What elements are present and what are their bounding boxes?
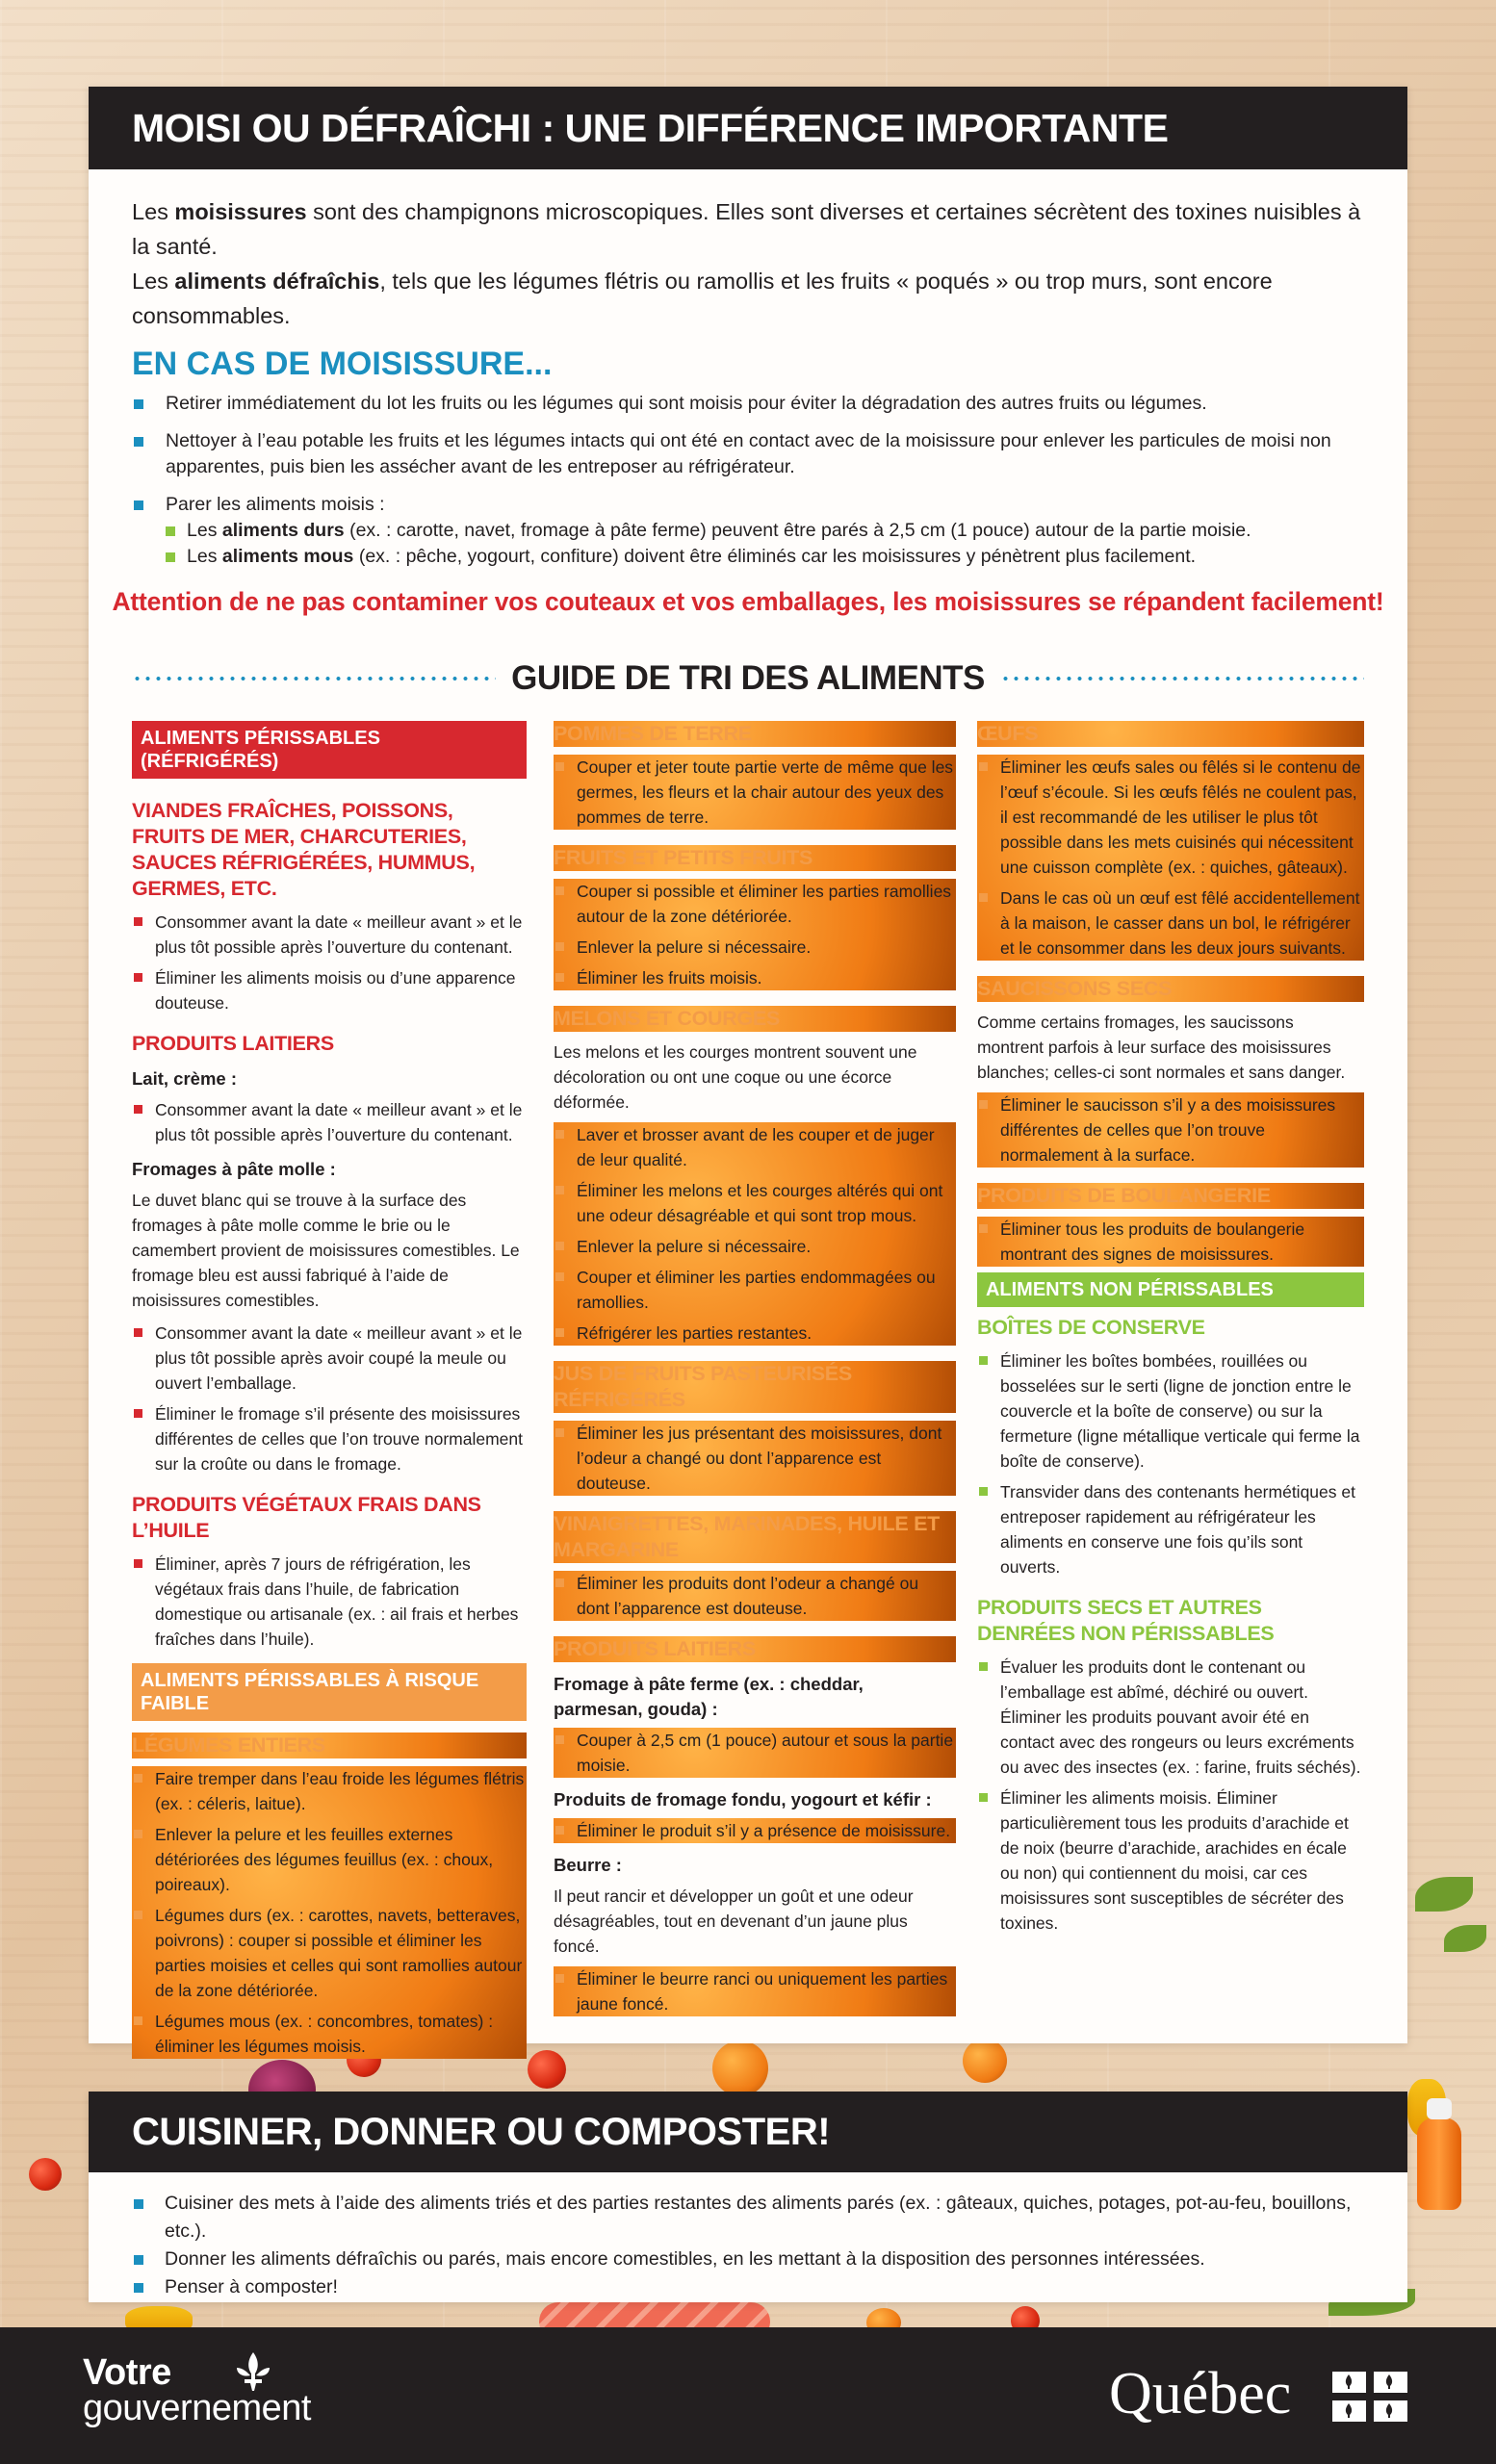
leaf-decoration bbox=[1444, 1925, 1486, 1952]
section-heading: PRODUITS SECS ET AUTRES DENRÉES NON PÉRISSABLES bbox=[976, 1596, 1275, 1645]
list-item: Couper et éliminer les parties endommagées ou ramollies. bbox=[554, 1265, 956, 1315]
section-list bbox=[977, 1092, 1364, 1168]
section-heading: PRODUITS LAITIERS bbox=[132, 1032, 334, 1055]
dotted-divider bbox=[132, 677, 496, 680]
category-tag-low-risk: ALIMENTS PÉRISSABLES À RISQUE FAIBLE bbox=[132, 1663, 527, 1721]
list-item: Donner les aliments défraîchis ou parés, mais encore comestibles, en les mettant à la disposition des personnes intéressées. bbox=[132, 2246, 1364, 2273]
guide-title bbox=[89, 659, 1407, 698]
tips-list bbox=[89, 2172, 1407, 2301]
list-item: Couper à 2,5 cm (1 pouce) autour et sous la partie moisie. bbox=[554, 1728, 956, 1778]
list-item: Éliminer le beurre ranci ou uniquement les parties jaune foncé. bbox=[554, 1966, 956, 2016]
section-list bbox=[132, 1552, 527, 1652]
guide-columns bbox=[89, 698, 1407, 2065]
list-item: Éliminer, après 7 jours de réfrigération, les végétaux frais dans l’huile, de fabrication domestique ou artisanale (ex. : ail frais et herbes fraîches dans l’huile). bbox=[132, 1552, 527, 1652]
paragraph: Les melons et les courges montrent souvent une décoloration ou ont une coque ou une écorce déformée. bbox=[554, 1042, 917, 1112]
list-item: Consommer avant la date « meilleur avant » et le plus tôt possible après l’ouverture du contenant. bbox=[132, 1097, 527, 1147]
paragraph: Il peut rancir et développer un goût et une odeur désagréables, tout en devenant d’un jaune plus foncé. bbox=[554, 1886, 914, 1956]
list-item: Les aliments durs (ex. : carotte, navet, fromage à pâte ferme) peuvent être parés à 2,5 cm (1 pouce) autour de la partie moisie. bbox=[166, 518, 1364, 544]
section-heading: POMMES DE TERRE bbox=[554, 721, 956, 747]
section-heading: BOÎTES DE CONSERVE bbox=[976, 1316, 1205, 1339]
subheading: Fromages à pâte molle : bbox=[132, 1159, 336, 1179]
section-heading: PRODUITS LAITIERS bbox=[554, 1636, 956, 1662]
section-list bbox=[554, 879, 956, 990]
list-item: Éliminer les aliments moisis. Éliminer particulièrement tous les produits d’arachide et de noix (beurre d’arachide, arachides en écale ou non) qui contiennent du moisi, car ces moisissures sont susceptibles de sécréter des toxines. bbox=[977, 1785, 1364, 1936]
section-list bbox=[554, 755, 956, 830]
warning-text: Attention de ne pas contaminer vos couteaux et vos emballages, les moisissures se répandent facilement! bbox=[112, 587, 1384, 616]
list-item: Évaluer les produits dont le contenant ou l’emballage est abîmé, déchiré ou ouvert. Éliminer les produits pouvant avoir été en contact avec des rongeurs ou leurs excréments ou avec des insectes (ex. : farine, fruits séchés). bbox=[977, 1655, 1364, 1780]
leaf-decoration bbox=[1415, 1877, 1473, 1912]
section-title: CUISINER, DONNER OU COMPOSTER! bbox=[89, 2092, 1407, 2172]
list-item: Éliminer le saucisson s’il y a des moisissures différentes de celles que l’on trouve normalement à la surface. bbox=[977, 1092, 1364, 1168]
paragraph: Le duvet blanc qui se trouve à la surface des fromages à pâte molle comme le brie ou le camembert provient de moisissures comestibles. Le fromage bleu est aussi fabriqué à l’aide de moisissures comestibles. bbox=[132, 1191, 520, 1310]
section-heading: SAUCISSONS SECS bbox=[977, 976, 1364, 1002]
mold-list bbox=[89, 385, 1407, 570]
list-item: Parer les aliments moisis : Les aliments durs (ex. : carotte, navet, fromage à pâte ferme) peuvent être parés à 2,5 cm (1 pouce) autour de la partie moisie. Les aliments mous (ex. : pêche, yogourt, confiture) doivent être éliminés car les moisissures y pénètrent plus facilement. bbox=[132, 492, 1364, 570]
footer bbox=[0, 2327, 1496, 2464]
section-heading: VIANDES FRAÎCHES, POISSONS, FRUITS DE MER, CHARCUTERIES, SAUCES RÉFRIGÉRÉES, HUMMUS, GERMES, ETC. bbox=[132, 799, 476, 900]
list-item: Laver et brosser avant de les couper et de juger de leur qualité. bbox=[554, 1122, 956, 1172]
section-list bbox=[132, 1097, 527, 1147]
trim-sublist bbox=[166, 518, 1364, 570]
page-title: MOISI OU DÉFRAÎCHI : UNE DIFFÉRENCE IMPORTANTE bbox=[89, 87, 1407, 169]
mold-heading: EN CAS DE MOISISSURE... bbox=[132, 346, 553, 382]
cook-donate-compost-panel bbox=[89, 2092, 1407, 2302]
list-item: Enlever la pelure si nécessaire. bbox=[554, 1234, 956, 1259]
list-item: Couper et jeter toute partie verte de même que les germes, les fleurs et la chair autour des yeux des pommes de terre. bbox=[554, 755, 956, 830]
section-list bbox=[554, 1818, 956, 1843]
section-list bbox=[554, 1728, 956, 1778]
gouvernement-text: gouvernement bbox=[83, 2388, 311, 2428]
list-item: Couper si possible et éliminer les parties ramollies autour de la zone détériorée. bbox=[554, 879, 956, 929]
section-list bbox=[132, 1766, 527, 2059]
intro-text: Les moisissures sont des champignons microscopiques. Elles sont diverses et certaines sécrètent des toxines nuisibles à la santé. Les aliments défraîchis, tels que les légumes flétris ou ramollis et les fruits « poqués » ou trop murs, sont encore consommables. bbox=[132, 199, 1361, 328]
section-list bbox=[977, 1348, 1364, 1579]
section-list bbox=[554, 1421, 956, 1496]
section-list bbox=[554, 1966, 956, 2016]
section-heading: JUS DE FRUITS PASTEURISÉS RÉFRIGÉRÉS bbox=[554, 1361, 956, 1413]
list-item: Éliminer les jus présentant des moisissures, dont l’odeur a changé ou dont l’apparence est douteuse. bbox=[554, 1421, 956, 1496]
mold-guide-panel bbox=[89, 87, 1407, 2056]
votre-text: Votre bbox=[83, 2352, 171, 2393]
guide-column-3 bbox=[977, 721, 1364, 2065]
section-heading: PRODUITS DE BOULANGERIE bbox=[977, 1183, 1364, 1209]
section-list bbox=[132, 910, 527, 1015]
list-item: Éliminer les melons et les courges altérés qui ont une odeur désagréable et qui sont trop mous. bbox=[554, 1178, 956, 1228]
list-item: Éliminer les aliments moisis ou d’une apparence douteuse. bbox=[132, 965, 527, 1015]
list-item: Dans le cas où un œuf est fêlé accidentellement à la maison, le casser dans un bol, le réfrigérer et le consommer dans les deux jours suivants. bbox=[977, 886, 1364, 961]
section-heading: FRUITS ET PETITS FRUITS bbox=[554, 845, 956, 871]
section-heading: VINAIGRETTES, MARINADES, HUILE ET MARGARINE bbox=[554, 1511, 956, 1563]
list-item: Consommer avant la date « meilleur avant » et le plus tôt possible après avoir coupé la meule ou ouvert l’emballage. bbox=[132, 1321, 527, 1396]
quebec-wordmark: Québec bbox=[1109, 2361, 1292, 2426]
section-list bbox=[977, 755, 1364, 961]
list-item: Cuisiner des mets à l’aide des aliments triés et des parties restantes des aliments parés (ex. : gâteaux, quiches, potages, pot-au-feu, bouillons, etc.). bbox=[132, 2190, 1364, 2246]
section-heading: MELONS ET COURGES bbox=[554, 1006, 956, 1032]
category-tag-perishable: ALIMENTS PÉRISSABLES (RÉFRIGÉRÉS) bbox=[132, 721, 527, 779]
subheading: Lait, crème : bbox=[132, 1068, 237, 1089]
paragraph: Comme certains fromages, les saucissons montrent parfois à leur surface des moisissures blanches; celles-ci sont normales et sans danger. bbox=[976, 1013, 1346, 1082]
subheading: Beurre : bbox=[554, 1855, 622, 1875]
list-item: Réfrigérer les parties restantes. bbox=[554, 1321, 956, 1346]
list-item: Éliminer les produits dont l’odeur a changé ou dont l’apparence est douteuse. bbox=[554, 1571, 956, 1621]
list-item: Éliminer le fromage s’il présente des moisissures différentes de celles que l’on trouve normalement sur la croûte ou dans le fromage. bbox=[132, 1401, 527, 1476]
list-item: Consommer avant la date « meilleur avant » et le plus tôt possible après l’ouverture du contenant. bbox=[132, 910, 527, 960]
list-item: Nettoyer à l’eau potable les fruits et les légumes intacts qui ont été en contact avec de la moisissure pour enlever les particules de moisi non apparentes, puis bien les assécher avant de les entreposer au réfrigérateur. bbox=[132, 428, 1364, 480]
list-item: Éliminer les œufs sales ou fêlés si le contenu de l’œuf s’écoule. Si les œufs fêlés ne coulent pas, il est recommandé de les utiliser le plus tôt possible dans les mets cuisinés qui nécessitent une cuisson complète (ex. : quiches, gâteaux). bbox=[977, 755, 1364, 880]
guide-column-2 bbox=[554, 721, 956, 2065]
section-list bbox=[554, 1571, 956, 1621]
list-item: Penser à composter! bbox=[132, 2273, 1364, 2301]
list-item: Retirer immédiatement du lot les fruits ou les légumes qui sont moisis pour éviter la dégradation des autres fruits ou légumes. bbox=[132, 391, 1364, 417]
list-item: Éliminer les fruits moisis. bbox=[554, 965, 956, 990]
section-heading: ŒUFS bbox=[977, 721, 1364, 747]
list-item: Légumes mous (ex. : concombres, tomates) : éliminer les légumes moisis. bbox=[132, 2009, 527, 2059]
section-list bbox=[132, 1321, 527, 1476]
subheading: Produits de fromage fondu, yogourt et kéfir : bbox=[554, 1789, 932, 1810]
section-heading: LÉGUMES ENTIERS bbox=[132, 1732, 527, 1758]
guide-title-text: GUIDE DE TRI DES ALIMENTS bbox=[511, 659, 985, 697]
list-item: Éliminer tous les produits de boulangerie montrant des signes de moisissures. bbox=[977, 1217, 1364, 1267]
list-item: Enlever la pelure si nécessaire. bbox=[554, 935, 956, 960]
list-item: Enlever la pelure et les feuilles externes détériorées des légumes feuillus (ex. : choux, poireaux). bbox=[132, 1822, 527, 1897]
section-list bbox=[977, 1655, 1364, 1936]
dotted-divider bbox=[1000, 677, 1364, 680]
section-list bbox=[977, 1217, 1364, 1267]
quebec-flag-icon bbox=[1332, 2372, 1407, 2422]
list-item: Faire tremper dans l’eau froide les légumes flétris (ex. : céleris, laitue). bbox=[132, 1766, 527, 1816]
juice-bottle-decoration bbox=[1417, 2118, 1461, 2210]
section-list bbox=[554, 1122, 956, 1346]
tomato-decoration bbox=[29, 2158, 62, 2191]
list-item: Légumes durs (ex. : carottes, navets, betteraves, poivrons) : couper si possible et éliminer les parties moisies et celles qui sont ramollies autour de la zone détériorée. bbox=[132, 1903, 527, 2003]
guide-column-1 bbox=[132, 721, 527, 2065]
subheading: Fromage à pâte ferme (ex. : cheddar, parmesan, gouda) : bbox=[554, 1674, 864, 1719]
list-item: Les aliments mous (ex. : pêche, yogourt, confiture) doivent être éliminés car les moisissures y pénètrent plus facilement. bbox=[166, 544, 1364, 570]
list-item: Éliminer les boîtes bombées, rouillées ou bosselées sur le serti (ligne de jonction entre le couvercle et la boîte de conserve) ou sur la fermeture (ligne métallique verticale qui ferme la boîte de conserve). bbox=[977, 1348, 1364, 1474]
fleur-de-lis-icon bbox=[231, 2350, 275, 2393]
section-heading: PRODUITS VÉGÉTAUX FRAIS DANS L’HUILE bbox=[132, 1493, 481, 1542]
list-item: Transvider dans des contenants hermétiques et entreposer rapidement au réfrigérateur les aliments en conserve une fois qu’ils sont ouverts. bbox=[977, 1479, 1364, 1579]
category-tag-non-perishable: ALIMENTS NON PÉRISSABLES bbox=[977, 1272, 1364, 1307]
bottle-cap-decoration bbox=[1427, 2098, 1452, 2119]
list-item: Éliminer le produit s’il y a présence de moisissure. bbox=[554, 1818, 956, 1843]
